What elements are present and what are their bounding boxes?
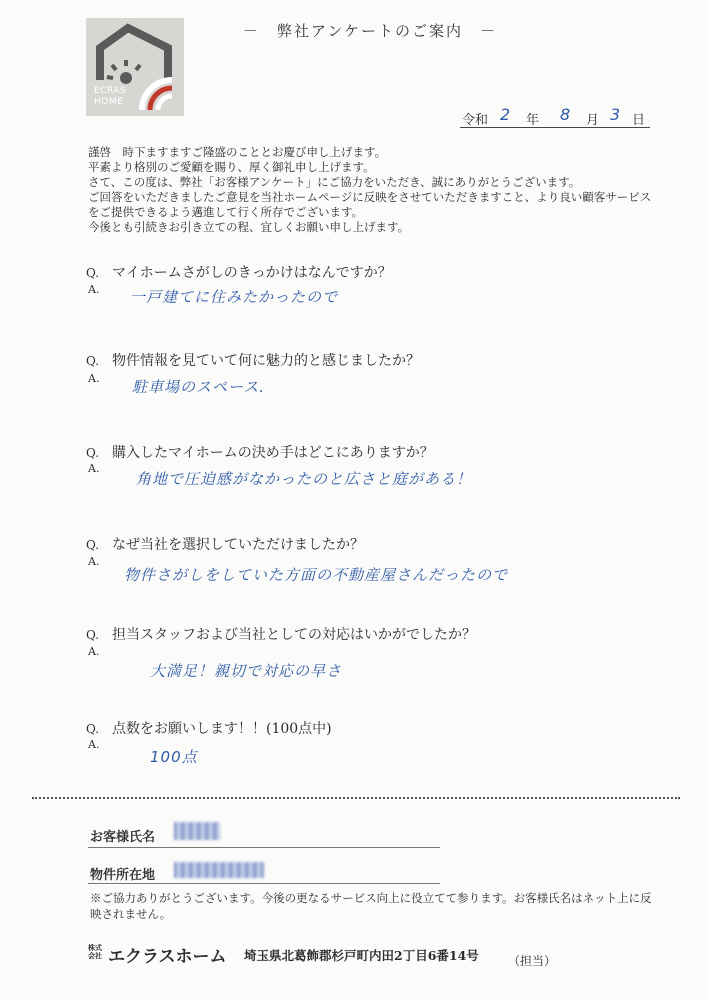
customer-name-redacted bbox=[174, 822, 220, 840]
customer-name-line bbox=[88, 847, 440, 848]
logo-text-home: HOME bbox=[94, 97, 124, 107]
answer-1: 一戸建てに住みたかったので bbox=[130, 288, 339, 306]
question-1 bbox=[86, 262, 392, 282]
note-line: ※ご協力ありがとうございます。今後の更なるサービス向上に役立てて参ります。お客様氏名はネット上に反 bbox=[90, 891, 652, 905]
answer-mark-1: A. bbox=[88, 283, 100, 296]
question-6 bbox=[86, 718, 332, 738]
privacy-note bbox=[90, 890, 690, 922]
greeting-line: ご回答をいただきましたご意見を当社ホームページに反映をさせていただきますこと、より良い顧客サービス bbox=[88, 190, 652, 204]
greeting-line: 今後とも引続きお引き立ての程、宜しくお願い申し上げます。 bbox=[88, 220, 410, 234]
company-type-line: 株式 bbox=[88, 943, 102, 952]
answer-6: 100点 bbox=[150, 748, 198, 766]
greeting-line: 謹啓 時下ますますご隆盛のこととお慶び申し上げます。 bbox=[88, 145, 387, 159]
property-location-line bbox=[88, 883, 440, 884]
answer-mark-2: A. bbox=[88, 372, 100, 385]
company-type-line: 会社 bbox=[88, 951, 102, 960]
question-text: 点数をお願いします！！(100点中) bbox=[112, 721, 332, 737]
page-title: － 弊社アンケートのご案内 － bbox=[242, 22, 498, 40]
question-4 bbox=[86, 534, 364, 554]
answer-5: 大満足！親切で対応の早さ bbox=[150, 662, 343, 680]
question-text: 購入したマイホームの決め手はどこにありますか？ bbox=[112, 445, 434, 461]
date-month-value: 8 bbox=[560, 105, 571, 124]
date-day-value: 3 bbox=[610, 105, 621, 124]
date-day-label: 日 bbox=[632, 113, 646, 128]
date-era: 令和 bbox=[462, 113, 489, 128]
greeting-line: さて、この度は、弊社「お客様アンケート」にご協力をいただき、誠にありがとうございます。 bbox=[88, 175, 581, 189]
question-text: マイホームさがしのきっかけはなんですか？ bbox=[112, 265, 392, 281]
property-location-label: 物件所在地 bbox=[90, 868, 156, 883]
question-text: 担当スタッフおよび当社としての対応はいかがでしたか？ bbox=[112, 627, 476, 643]
property-location-redacted bbox=[174, 862, 264, 878]
customer-name-label: お客様氏名 bbox=[90, 830, 156, 845]
date-field bbox=[460, 105, 650, 128]
question-2 bbox=[86, 350, 420, 370]
company-type-label bbox=[88, 944, 102, 960]
question-mark: Q. bbox=[86, 266, 100, 280]
answer-mark-5: A. bbox=[88, 645, 100, 658]
staff-label: （担当） bbox=[508, 954, 557, 968]
greeting-text bbox=[88, 145, 668, 235]
company-logo bbox=[86, 18, 184, 116]
company-name: エクラスホーム bbox=[108, 947, 227, 967]
question-mark: Q. bbox=[86, 628, 100, 642]
question-mark: Q. bbox=[86, 722, 100, 736]
question-text: なぜ当社を選択していただけましたか？ bbox=[112, 537, 364, 553]
answer-mark-6: A. bbox=[88, 738, 100, 751]
question-5 bbox=[86, 624, 476, 644]
question-3 bbox=[86, 442, 434, 462]
date-month-label: 月 bbox=[586, 113, 600, 128]
answer-mark-4: A. bbox=[88, 555, 100, 568]
logo-text-ecras: ECRAS bbox=[94, 86, 127, 96]
question-mark: Q. bbox=[86, 446, 100, 460]
company-address: 埼玉県北葛飾郡杉戸町内田2丁目6番14号 bbox=[244, 948, 479, 963]
question-text: 物件情報を見ていて何に魅力的と感じましたか？ bbox=[112, 353, 420, 369]
answer-4: 物件さがしをしていた方面の不動産屋さんだったので bbox=[124, 566, 509, 584]
greeting-line: をご提供できるよう邁進して行く所存でございます。 bbox=[88, 205, 364, 219]
note-line: 映されません。 bbox=[90, 907, 172, 921]
dotted-divider bbox=[32, 797, 680, 799]
answer-2: 駐車場のスペース. bbox=[132, 378, 266, 396]
date-year-value: 2 bbox=[500, 105, 511, 124]
question-mark: Q. bbox=[86, 354, 100, 368]
greeting-line: 平素より格別のご愛顧を賜り、厚く御礼申し上げます。 bbox=[88, 160, 375, 174]
answer-3: 角地で圧迫感がなかったのと広さと庭がある！ bbox=[136, 470, 473, 488]
question-mark: Q. bbox=[86, 538, 100, 552]
date-year-label: 年 bbox=[526, 113, 540, 128]
answer-mark-3: A. bbox=[88, 462, 100, 475]
